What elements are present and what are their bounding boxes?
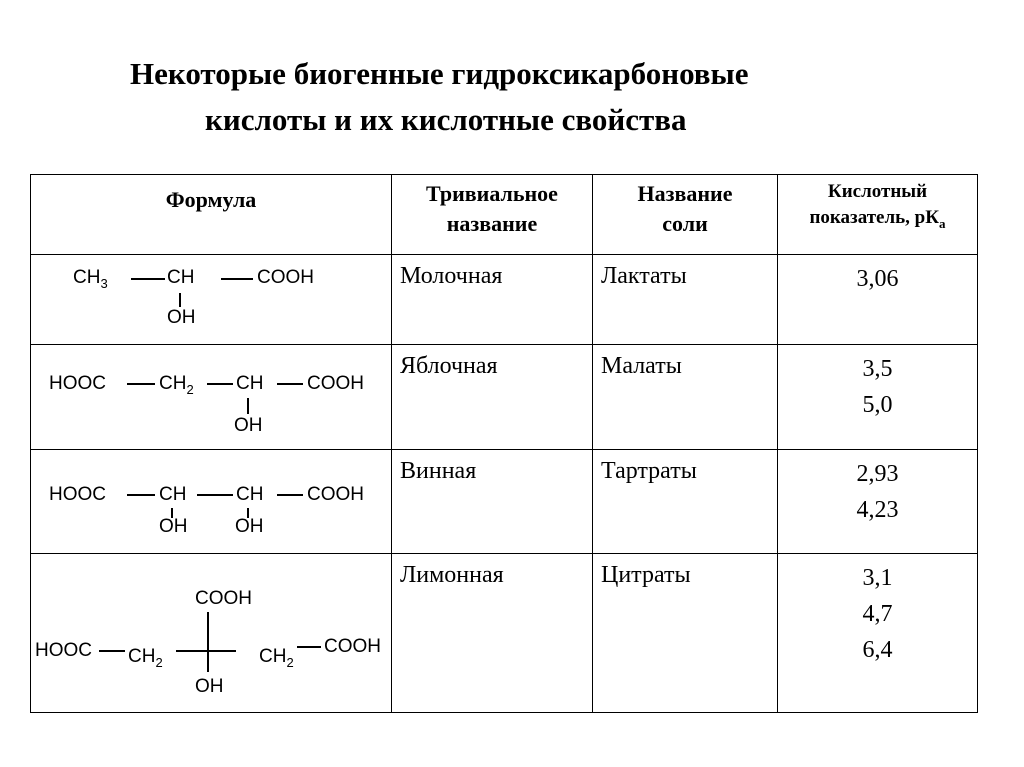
header-pka: Кислотный показатель, $рК_a$ — [778, 175, 978, 255]
pka-values: 3,5 5,0 — [778, 345, 978, 450]
header-formula: Формула — [31, 175, 392, 255]
table-row — [31, 255, 978, 345]
trivial-name: Молочная — [392, 255, 593, 345]
title-line-1: Некоторые биогенные гидроксикарбоновые — [130, 56, 749, 91]
pka-values: 3,1 4,7 6,4 — [778, 554, 978, 713]
lactic-acid-formula: $CH_3$ CH COOH OH — [73, 267, 314, 328]
pka-values: 2,93 4,23 — [778, 450, 978, 554]
table-row — [31, 345, 978, 450]
malic-acid-formula: HOOC $CH_2$ CH COOH OH — [49, 373, 364, 436]
salt-name: Лактаты — [593, 255, 778, 345]
tartaric-acid-formula: HOOC CH CH COOH OH OH — [49, 484, 364, 537]
formula-cell — [31, 450, 392, 554]
trivial-name: Винная — [392, 450, 593, 554]
acids-table — [30, 174, 978, 713]
salt-name: Тартраты — [593, 450, 778, 554]
formula-cell — [31, 554, 392, 713]
header-salt-name: Название соли — [593, 175, 778, 255]
table-row — [31, 450, 978, 554]
salt-name: Цитраты — [593, 554, 778, 713]
header-trivial-name: Тривиальное название — [392, 175, 593, 255]
table-row — [31, 554, 978, 713]
title-line-2: кислоты и их кислотные свойства — [205, 102, 687, 137]
salt-name: Малаты — [593, 345, 778, 450]
pka-values: 3,06 — [778, 255, 978, 345]
trivial-name: Яблочная — [392, 345, 593, 450]
citric-acid-formula: COOH HOOC $CH_2$ $CH_2$ COOH OH — [35, 588, 381, 697]
trivial-name: Лимонная — [392, 554, 593, 713]
formula-cell — [31, 345, 392, 450]
table-header-row — [31, 175, 978, 255]
formula-cell — [31, 255, 392, 345]
